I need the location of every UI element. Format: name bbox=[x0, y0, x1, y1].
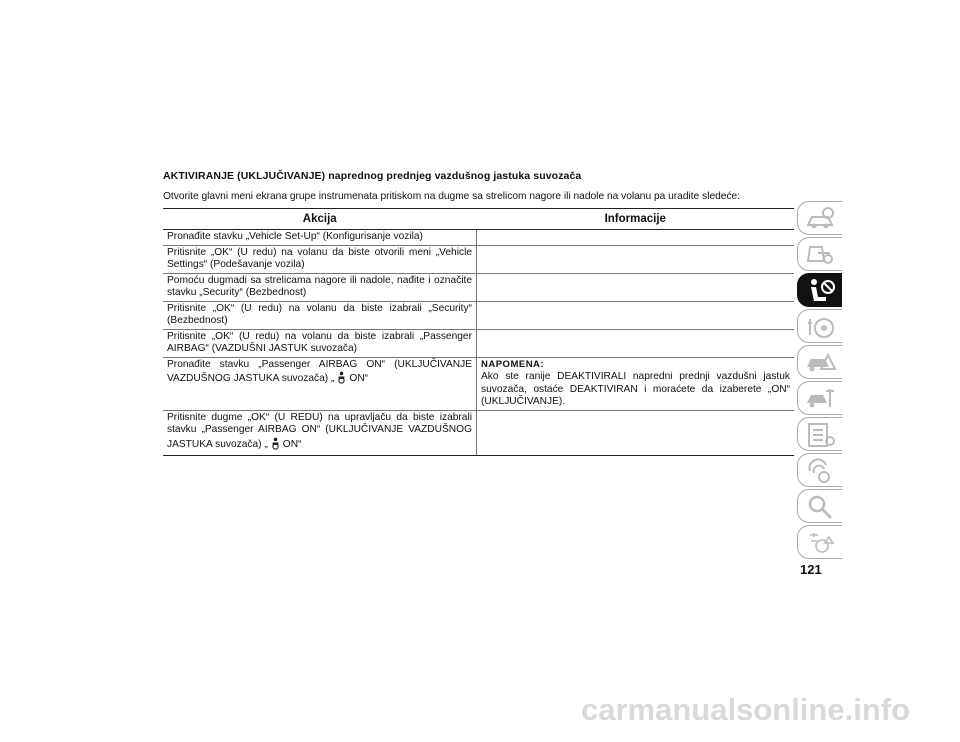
car-warning-icon[interactable] bbox=[797, 345, 842, 379]
car-service-icon[interactable] bbox=[797, 381, 842, 415]
action-cell: Pritisnite „OK“ (U redu) na volanu da biste izabrali „Passenger AIRBAG“ (VAZDUŠNI JASTUK suvozača) bbox=[163, 329, 477, 357]
info-cell bbox=[477, 410, 795, 456]
action-text: Pritisnite dugme „OK“ (U REDU) na upravljaču da biste izabrali stavku „Passenger AIRBAG ON“ (UKLJUČIVANJE VAZDUŠNOG JASTUKA suvozača) „ bbox=[167, 411, 472, 450]
note-label: NAPOMENA: bbox=[481, 358, 545, 370]
table-row bbox=[163, 230, 794, 246]
seat-airbag-icon[interactable] bbox=[797, 273, 842, 307]
section-title: AKTIVIRANJE (UKLJUČIVANJE) naprednog prednjeg vazdušnog jastuka suvozača bbox=[163, 170, 582, 182]
table-row bbox=[163, 357, 794, 410]
media-icon[interactable] bbox=[797, 453, 842, 487]
steering-wheel-icon[interactable] bbox=[797, 309, 842, 343]
action-cell bbox=[163, 410, 477, 456]
action-cell: Pomoću dugmadi sa strelicama nagore ili nadole, nađite i označite stavku „Security“ (Bezbednost) bbox=[163, 273, 477, 301]
car-gauge-icon[interactable] bbox=[797, 201, 842, 235]
table-row bbox=[163, 245, 794, 273]
action-text-suffix: ON“ bbox=[282, 438, 302, 450]
header-info: Informacije bbox=[477, 209, 795, 230]
header-action: Akcija bbox=[163, 209, 477, 230]
info-cell bbox=[477, 273, 795, 301]
action-cell: Pritisnite „OK“ (U redu) na volanu da biste izabrali „Security“ (Bezbednost) bbox=[163, 301, 477, 329]
spec-list-icon[interactable] bbox=[797, 417, 842, 451]
table-row bbox=[163, 410, 794, 456]
note-text: Ako ste ranije DEAKTIVIRALI napredni prednji vazdušni jastuk suvozača, ostaće DEAKTIVIRAN i moraćete da izaberete „ON“ (UKLJUČIVANJE). bbox=[481, 371, 790, 407]
passenger-airbag-icon bbox=[336, 371, 347, 389]
info-cell bbox=[477, 301, 795, 329]
table-row bbox=[163, 329, 794, 357]
action-cell bbox=[163, 357, 477, 410]
page-number: 121 bbox=[800, 562, 822, 577]
action-cell: Pritisnite „OK“ (U redu) na volanu da biste otvorili meni „Vehicle Settings“ (Podešavanje vozila) bbox=[163, 245, 477, 273]
info-cell bbox=[477, 230, 795, 246]
action-cell: Pronađite stavku „Vehicle Set-Up“ (Konfigurisanje vozila) bbox=[163, 230, 477, 246]
info-cell bbox=[477, 357, 795, 410]
watermark: carmanualsonline.info bbox=[581, 692, 911, 727]
table-row bbox=[163, 273, 794, 301]
table-header-row bbox=[163, 209, 794, 230]
steps-table bbox=[163, 208, 794, 456]
language-icon[interactable] bbox=[797, 525, 842, 559]
action-text-suffix: ON“ bbox=[349, 373, 369, 384]
passenger-airbag-icon bbox=[270, 437, 281, 455]
action-text: Pronađite stavku „Passenger AIRBAG ON“ (UKLJUČIVANJE VAZDUŠNOG JASTUKA suvozača) „ bbox=[167, 358, 472, 384]
info-cell bbox=[477, 245, 795, 273]
intro-text: Otvorite glavni meni ekrana grupe instrumenata pritiskom na dugme sa strelicom nagore ili nadole na volanu pa uradite sledeće: bbox=[163, 191, 741, 202]
info-cell bbox=[477, 329, 795, 357]
car-key-icon[interactable] bbox=[797, 237, 842, 271]
table-row bbox=[163, 301, 794, 329]
search-icon[interactable] bbox=[797, 489, 842, 523]
